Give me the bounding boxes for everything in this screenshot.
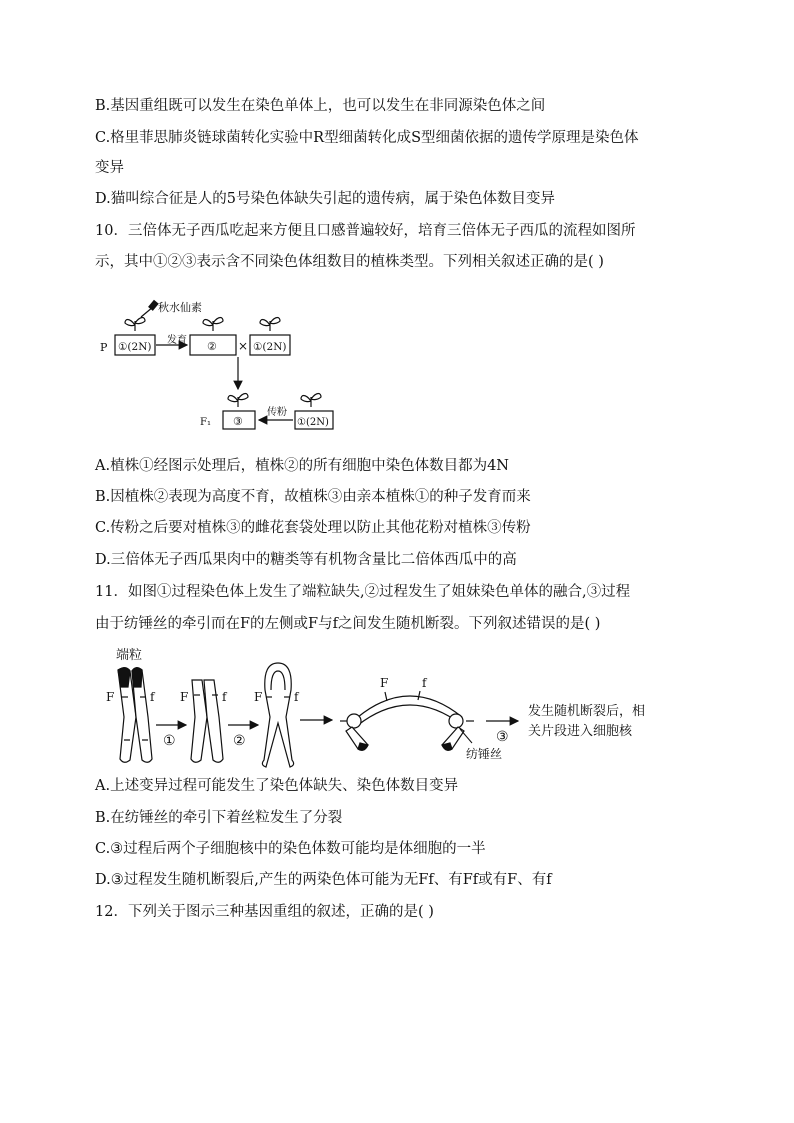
step-2-label: ②	[233, 733, 246, 749]
box-plant-1-label: ①(2N)	[118, 341, 152, 353]
seedling-icon	[301, 394, 321, 408]
dropper-icon	[141, 301, 158, 317]
box-plant-1-pollen-label: ①(2N)	[297, 417, 329, 428]
step-1-label: ①	[163, 733, 176, 749]
spindle-label: 纺锤丝	[466, 747, 503, 761]
box-plant-2-label: ②	[207, 340, 217, 353]
q9-option-b: B.基因重组既可以发生在染色单体上，也可以发生在非同源染色体之间	[95, 98, 546, 114]
f-label: f	[422, 676, 427, 690]
f-label: f	[222, 690, 227, 704]
chromosome-fused	[262, 663, 293, 767]
q11-stem-line2: 由于纺锤丝的牵引而在F的左侧或F与f之间发生随机断裂。下列叙述错误的是( )	[95, 616, 601, 632]
q10-option-d: D.三倍体无子西瓜果肉中的糖类等有机物含量比二倍体西瓜中的高	[95, 552, 517, 568]
box-plant-1-cross-label: ①(2N)	[253, 341, 287, 353]
seedling-icon	[203, 318, 223, 332]
result-line2: 关片段进入细胞核	[528, 724, 633, 739]
seedling-icon	[125, 318, 145, 332]
F-label: F	[380, 676, 389, 690]
F-label: F	[180, 690, 189, 704]
seedling-icon	[228, 394, 248, 408]
chromosome-telomere-lost	[191, 680, 223, 762]
q11-stem-line1: 11．如图①过程染色体上发生了端粒缺失,②过程发生了姐妹染色单体的融合,③过程	[95, 584, 631, 600]
f1-label: F₁	[200, 417, 211, 428]
q11-option-b: B.在纺锤丝的牵引下着丝粒发生了分裂	[95, 810, 343, 826]
chromosome-bridge	[340, 691, 464, 750]
box-plant-3-label: ③	[233, 415, 243, 428]
f-label: f	[294, 690, 299, 704]
step-3-label: ③	[496, 729, 509, 745]
q10-option-a: A.植株①经图示处理后，植株②的所有细胞中染色体数目都为4N	[95, 458, 509, 474]
pollinate-label: 传粉	[267, 407, 287, 418]
q9-option-c-line2: 变异	[95, 160, 124, 176]
q9-option-c-line1: C.格里菲思肺炎链球菌转化实验中R型细菌转化成S型细菌依据的遗传学原理是染色体	[95, 130, 639, 146]
q10-stem-line1: 10．三倍体无子西瓜吃起来方便且口感普遍较好，培育三倍体无子西瓜的流程如图所	[95, 223, 636, 239]
telomere-label: 端粒	[116, 648, 143, 663]
q11-option-d: D.③过程发生随机断裂后,产生的两染色体可能为无Ff、有Ff或有F、有f	[95, 872, 552, 888]
p-label: P	[100, 341, 108, 354]
f-label: f	[150, 690, 155, 704]
q10-stem-line2: 示，其中①②③表示含不同染色体组数目的植株类型。下列相关叙述正确的是( )	[95, 254, 604, 270]
chromosome-original	[118, 668, 152, 763]
seedling-icon	[260, 318, 280, 332]
q12-stem: 12．下列关于图示三种基因重组的叙述，正确的是( )	[95, 904, 434, 920]
q10-option-b: B.因植株②表现为高度不育，故植株③由亲本植株①的种子发育而来	[95, 489, 531, 505]
F-label: F	[254, 690, 263, 704]
q10-option-c: C.传粉之后要对植株③的雌花套袋处理以防止其他花粉对植株③传粉	[95, 520, 531, 536]
q11-option-c: C.③过程后两个子细胞核中的染色体数可能均是体细胞的一半	[95, 841, 486, 857]
F-label: F	[106, 690, 115, 704]
result-line1: 发生随机断裂后，相	[528, 704, 646, 719]
develop-label: 发育	[167, 335, 187, 346]
q9-option-d: D.猫叫综合征是人的5号染色体缺失引起的遗传病，属于染色体数目变异	[95, 191, 555, 207]
cross-symbol: ×	[238, 339, 249, 353]
colchicine-label: 秋水仙素	[158, 301, 202, 314]
q11-chromosome-diagram	[100, 645, 690, 770]
q10-breeding-diagram	[95, 295, 355, 435]
q11-option-a: A.上述变异过程可能发生了染色体缺失、染色体数目变异	[95, 778, 459, 794]
